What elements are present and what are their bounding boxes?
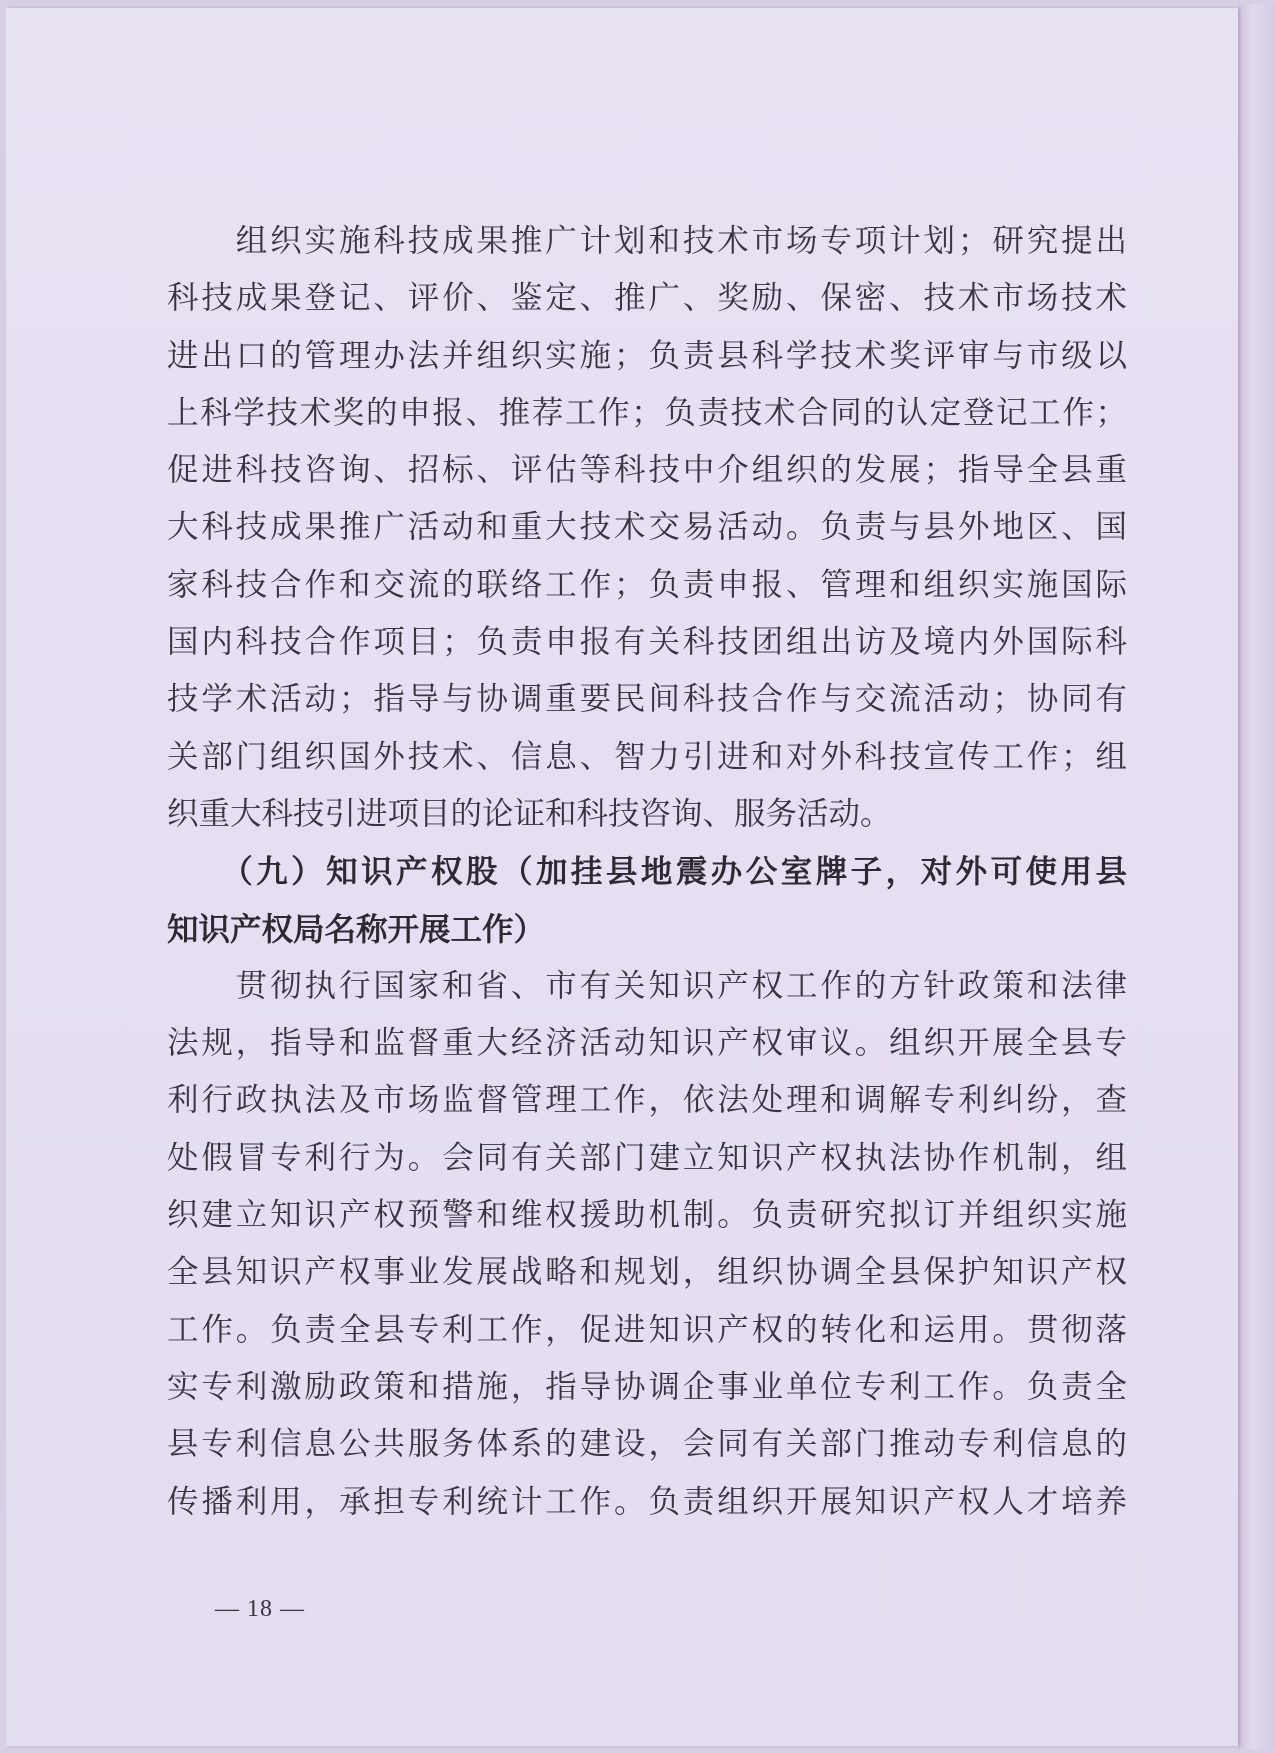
- page-edge: [1238, 4, 1275, 1749]
- text-line: 县专利信息公共服务体系的建设，会同有关部门推动专利信息的: [167, 1426, 1127, 1463]
- section-heading: [167, 843, 1127, 958]
- page-number: — 18 —: [215, 1596, 305, 1622]
- text-line: 贯彻执行国家和省、市有关知识产权工作的方针政策和法律: [167, 967, 1127, 1004]
- text-line: 大科技成果推广活动和重大技术交易活动。负责与县外地区、国: [167, 509, 1127, 546]
- text-line: 关部门组织国外技术、信息、智力引进和对外科技宣传工作；组: [167, 738, 1127, 775]
- paragraph-2: [167, 958, 1127, 1531]
- text-line: 家科技合作和交流的联络工作；负责申报、管理和组织实施国际: [167, 566, 1127, 603]
- text-line: 利行政执法及市场监督管理工作，依法处理和调解专利纠纷，查: [167, 1082, 1127, 1119]
- text-line: 促进科技咨询、招标、评估等科技中介组织的发展；指导全县重: [167, 452, 1127, 489]
- heading-line: （九）知识产权股（加挂县地震办公室牌子，对外可使用县: [167, 853, 1127, 891]
- text-line: 科技成果登记、评价、鉴定、推广、奖励、保密、技术市场技术: [167, 280, 1127, 317]
- text-line: 工作。负责全县专利工作，促进知识产权的转化和运用。贯彻落: [167, 1311, 1127, 1348]
- text-line: 传播利用，承担专利统计工作。负责组织开展知识产权人才培养: [167, 1483, 1127, 1520]
- text-line: 实专利激励政策和措施，指导协调企事业单位专利工作。负责全: [167, 1368, 1127, 1405]
- text-line: 处假冒专利行为。会同有关部门建立知识产权执法协作机制，组: [167, 1139, 1127, 1176]
- text-line: 技学术活动；指导与协调重要民间科技合作与交流活动；协同有: [167, 681, 1127, 718]
- text-line: 法规，指导和监督重大经济活动知识产权审议。组织开展全县专: [167, 1025, 1127, 1062]
- text-line: 上科学技术奖的申报、推荐工作；负责技术合同的认定登记工作；: [167, 394, 1127, 431]
- text-line: 组织实施科技成果推广计划和技术市场专项计划；研究提出: [167, 223, 1127, 259]
- heading-line: 知识产权局名称开展工作）: [167, 910, 546, 948]
- text-line: 织建立知识产权预警和维权援助机制。负责研究拟订并组织实施: [167, 1197, 1127, 1234]
- paragraph-1: [167, 213, 1127, 843]
- text-line: 织重大科技引进项目的论证和科技咨询、服务活动。: [167, 795, 892, 832]
- document-body: [167, 213, 1127, 1531]
- text-line: 国内科技合作项目；负责申报有关科技团组出访及境内外国际科: [167, 624, 1127, 661]
- text-line: 全县知识产权事业发展战略和规划，组织协调全县保护知识产权: [167, 1254, 1127, 1291]
- text-line: 进出口的管理办法并组织实施；负责县科学技术奖评审与市级以: [167, 337, 1127, 374]
